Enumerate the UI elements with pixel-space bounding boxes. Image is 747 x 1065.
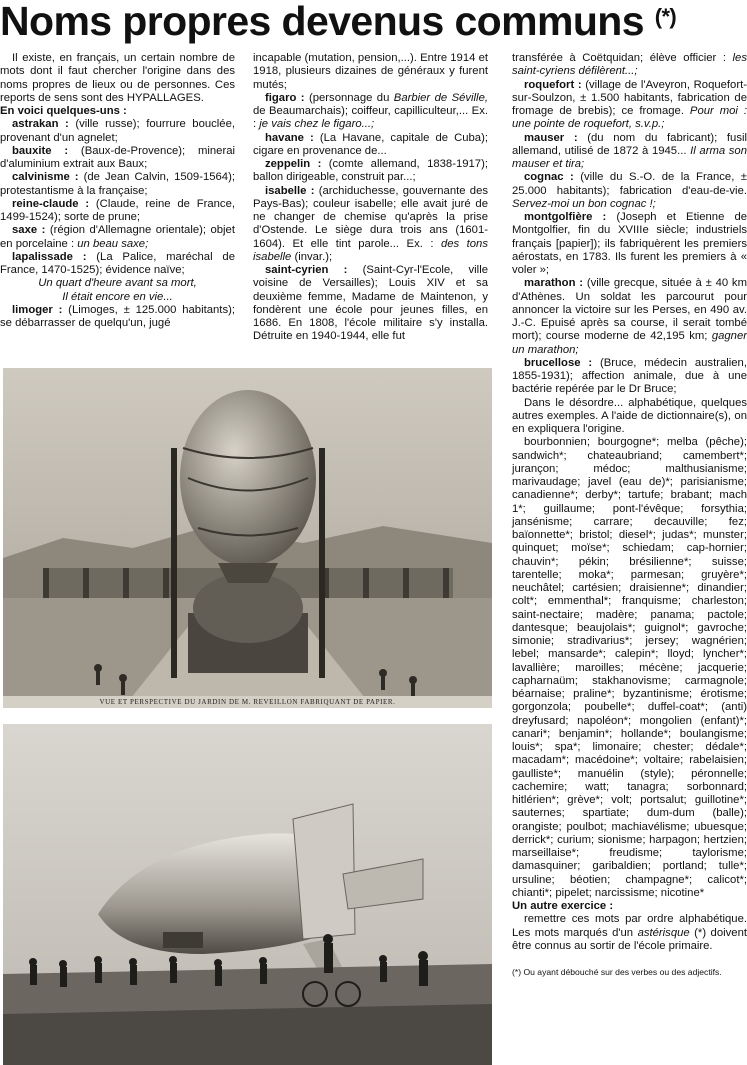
entry-marathon bbox=[512, 277, 747, 357]
term: roquefort : bbox=[524, 78, 582, 91]
entry-bauxite bbox=[0, 145, 235, 172]
definition: (Baux-de-Provence); minerai d'aluminium extrait aux Baux; bbox=[0, 144, 236, 170]
verse-line-2: Il était encore en vie... bbox=[62, 290, 173, 303]
zeppelin-photo-art bbox=[3, 724, 492, 1065]
entry-brucellose bbox=[512, 357, 747, 397]
term: lapalissade : bbox=[12, 250, 87, 263]
definition: transférée à Coëtquidan; élève officier : bbox=[512, 52, 733, 64]
example: un beau saxe; bbox=[77, 237, 149, 250]
definition: (ville du S.-O. de la France, ± 25.000 habitants); fabrication d'eau-de-vie. bbox=[512, 171, 747, 197]
definition: (du nom du fabricant); fusil allemand, utilisé de 1872 à 1945... bbox=[512, 131, 747, 157]
term: limoger : bbox=[12, 303, 63, 316]
exercise-text-end: (*) doivent être connus au sortir de l'école primaire. bbox=[512, 926, 747, 952]
term: isabelle : bbox=[265, 184, 315, 197]
term: reine-claude : bbox=[12, 197, 90, 210]
definition: (Bruce, médecin australien, 1855-1931); affection animale, due à une bactérie repérée par le Dr Bruce; bbox=[512, 356, 747, 396]
example: Pour moi : une pointe de roquefort, s.v.p.; bbox=[512, 105, 747, 131]
example: gagner un marathon; bbox=[512, 330, 747, 356]
entry-astrakan bbox=[0, 118, 235, 145]
entry-cognac bbox=[512, 171, 747, 211]
entry-havane bbox=[253, 132, 488, 159]
word-list: bourbonnien; bourgogne*; melba (pêche); sandwich*; chateaubriand; camembert*; jurançon; médoc; malthusianisme; marivaudage; javel (eau de)*; parisianisme; canadienne*; derby*; tartufe; brabant; mach 1*; guillaume; pont-l'évêque; forsythia; jansénisme; carrare; decauville; fez; baïonnette*; bristol; diesel*; judas*; munster; quinquet; moïse*; schiedam; cap-hornier; chauvin*; pékin; brésilienne*; suisse; tarentelle; moka*; parmesan; gruyère*; neuchâtel; cartésien; draisienne*; dinandier; colt*; emmenthal*; franquisme; charleston; saint-nectaire; madère; panama; pactole; dantesque; beaujolais*; guignol*; gavroche; simonie; stradivarius*; jersey; wagnérien; lebel; mansarde*; calepin*; lloyd; lyncher*; lavallière; maroilles; mécène; jacquerie; capharnaüm; stakhanovisme; carmagnole; béarnaise; praline*; byzantinisme; érotisme; gorgonzola; poubelle*; duffel-coat*; (anti) dreyfusard; napoléon*; mongolien (enfant)*; canari*; benjamin*; hollande*; boulangisme; louis*; spa*; limonaire; chester; dédale*; macadam*; macédoine*; voltaire; rabelaisien; gaulliste*; manuélin (style); péronnelle; cachemire; watt; tanagra; sorbonnard; hitlérien*; grève*; volt; portsalut; guillotine*; sauternes; spartiate; dum-dum (balle); orangiste; poulbot; machiavélisme; ubuesque; derrick*; curium; sionisme; harpagon; hertzien; marseillaise*; freudisme; taylorisme; damasquiner; garibaldien; portland; tulle*; ursuline; béotien; champagne*; calicot*; chianti*; pipelet; narcissisme; nicotine* bbox=[512, 436, 747, 899]
title-footnote-mark: (*) bbox=[654, 4, 677, 29]
definition: (La Havane, capitale de Cuba); cigare en provenance de... bbox=[253, 131, 488, 157]
disorder-paragraph: Dans le désordre... alphabétique, quelques autres exemples. A l'aide de dictionnaire(s), on en expliquera l'origine. bbox=[512, 396, 747, 435]
definition: (personnage du bbox=[304, 91, 394, 104]
exercise-paragraph bbox=[512, 913, 747, 953]
balloon-engraving-caption: VUE ET PERSPECTIVE DU JARDIN DE M. REVEILLON FABRIQUANT DE PAPIER. bbox=[99, 698, 396, 706]
term: saint-cyrien : bbox=[265, 264, 348, 276]
definition: (village de l'Aveyron, Roquefort-sur-Soulzon, ± 1.500 habitants, fabrication de fromage de brebis); ce fromage. bbox=[512, 78, 747, 117]
term: montgolfière : bbox=[524, 211, 607, 223]
continuation-saint-cyrien bbox=[512, 52, 747, 79]
entry-lapalissade bbox=[0, 251, 235, 278]
definition: (région d'Allemagne orientale); objet en porcelaine : bbox=[0, 224, 235, 250]
entry-figaro bbox=[253, 92, 488, 132]
definition: (comte allemand, 1838-1917); ballon dirigeable, construit par...; bbox=[253, 158, 488, 184]
continuation-limoger: incapable (mutation, pension,...). Entre 1914 et 1918, plusieurs dizaines de généraux y furent mutés; bbox=[253, 52, 488, 91]
definition: (archiduchesse, gouvernante des Pays-Bas); couleur isabelle; elle avait juré de ne changer de chemise qu'après la prise d'Ostende. Le siège dura trois ans (1601-1604). Et elle tint parole... Ex. : bbox=[253, 184, 488, 250]
entry-zeppelin bbox=[253, 158, 488, 185]
definition: (Saint-Cyr-l'Ecole, ville voisine de Versailles); Louis XIV et sa deuxième femme, Madame de Maintenon, y fondèrent une école pour jeunes filles, en 1686. En 1808, l'école militaire s'y installa. Détruite en 1940-1944, elle fut bbox=[253, 264, 488, 343]
exercise-text: remettre ces mots par ordre alphabétique. Les mots marqués d'un bbox=[512, 913, 747, 939]
column-3 bbox=[512, 52, 747, 977]
definition: (Joseph et Etienne de Montgolfier, fin du XVIIIe siècle; industriels français [papier]); ils fabriquèrent les premiers aérostats, en 1783. Ils furent les premiers à « voler »; bbox=[512, 211, 747, 276]
entry-isabelle bbox=[253, 185, 488, 265]
example: je vais chez le figaro...; bbox=[259, 118, 375, 131]
column-1 bbox=[0, 52, 235, 330]
entry-reine-claude bbox=[0, 198, 235, 225]
zeppelin-photograph bbox=[3, 724, 492, 1065]
exercise-emphasis: astérisque bbox=[637, 926, 690, 939]
entry-limoger bbox=[0, 304, 235, 331]
entry-montgolfiere bbox=[512, 211, 747, 277]
entry-saxe bbox=[0, 224, 235, 251]
examples-heading: En voici quelques-uns : bbox=[0, 105, 127, 117]
example: les saint-cyriens défilèrent...; bbox=[512, 52, 747, 78]
entry-mauser bbox=[512, 132, 747, 172]
term: havane : bbox=[265, 131, 314, 144]
balloon-engraving-art bbox=[3, 368, 492, 708]
definition: (ville russe); fourrure bouclée, provenant d'un agnelet; bbox=[0, 118, 236, 144]
definition: (ville grecque, située à ± 40 km d'Athènes. Un soldat les parcourut pour annoncer la victoire sur les Perses, en 490 av. J.-C. Epuisé après sa course, il serait tombé mort); course moderne de 42,195 km; bbox=[512, 277, 747, 343]
column-2 bbox=[253, 52, 488, 344]
exercise-heading: Un autre exercice : bbox=[512, 900, 614, 912]
definition-cont: de Beaumarchais); coiffeur, capilliculteur,... Ex. : bbox=[253, 105, 488, 131]
term: calvinisme : bbox=[12, 171, 79, 184]
entry-roquefort bbox=[512, 79, 747, 132]
page-title bbox=[0, 0, 747, 42]
book-title: Barbier de Séville, bbox=[393, 91, 488, 104]
example: Servez-moi un bon cognac !; bbox=[512, 197, 656, 210]
entry-calvinisme bbox=[0, 171, 235, 198]
term: saxe : bbox=[12, 224, 46, 237]
definition: (La Palice, maréchal de France, 1470-1525); évidence naïve; bbox=[0, 250, 235, 276]
title-text: Noms propres devenus communs bbox=[0, 0, 644, 44]
term: mauser : bbox=[524, 131, 578, 144]
intro-paragraph: Il existe, en français, un certain nombre de mots dont il faut chercher l'origine dans des noms propres de lieux ou de personnes. Ces reports de sens sont des HYPALLAGES. bbox=[0, 52, 235, 104]
term: marathon : bbox=[524, 277, 584, 290]
entry-saint-cyrien bbox=[253, 264, 488, 344]
definition: (Limoges, ± 125.000 habitants); se débarrasser de quelqu'un, jugé bbox=[0, 303, 235, 329]
montgolfier-balloon-engraving bbox=[3, 368, 492, 708]
term: figaro : bbox=[265, 91, 305, 104]
term: bauxite : bbox=[12, 144, 69, 157]
verse-line-1: Un quart d'heure avant sa mort, bbox=[38, 277, 197, 290]
example: Il arma son mauser et tira; bbox=[512, 144, 747, 170]
term: cognac : bbox=[524, 171, 574, 184]
term: brucellose : bbox=[524, 356, 593, 369]
example: des tons isabelle bbox=[253, 237, 488, 263]
definition: (de Jean Calvin, 1509-1564); protestantisme à la française; bbox=[0, 171, 235, 197]
definition: (Claude, reine de France, 1499-1524); sorte de prune; bbox=[0, 197, 236, 223]
footnote: (*) Ou ayant débouché sur des verbes ou des adjectifs. bbox=[512, 967, 722, 977]
term: zeppelin : bbox=[265, 158, 322, 170]
term: astrakan : bbox=[12, 118, 69, 131]
definition-end: (invar.); bbox=[291, 250, 333, 263]
